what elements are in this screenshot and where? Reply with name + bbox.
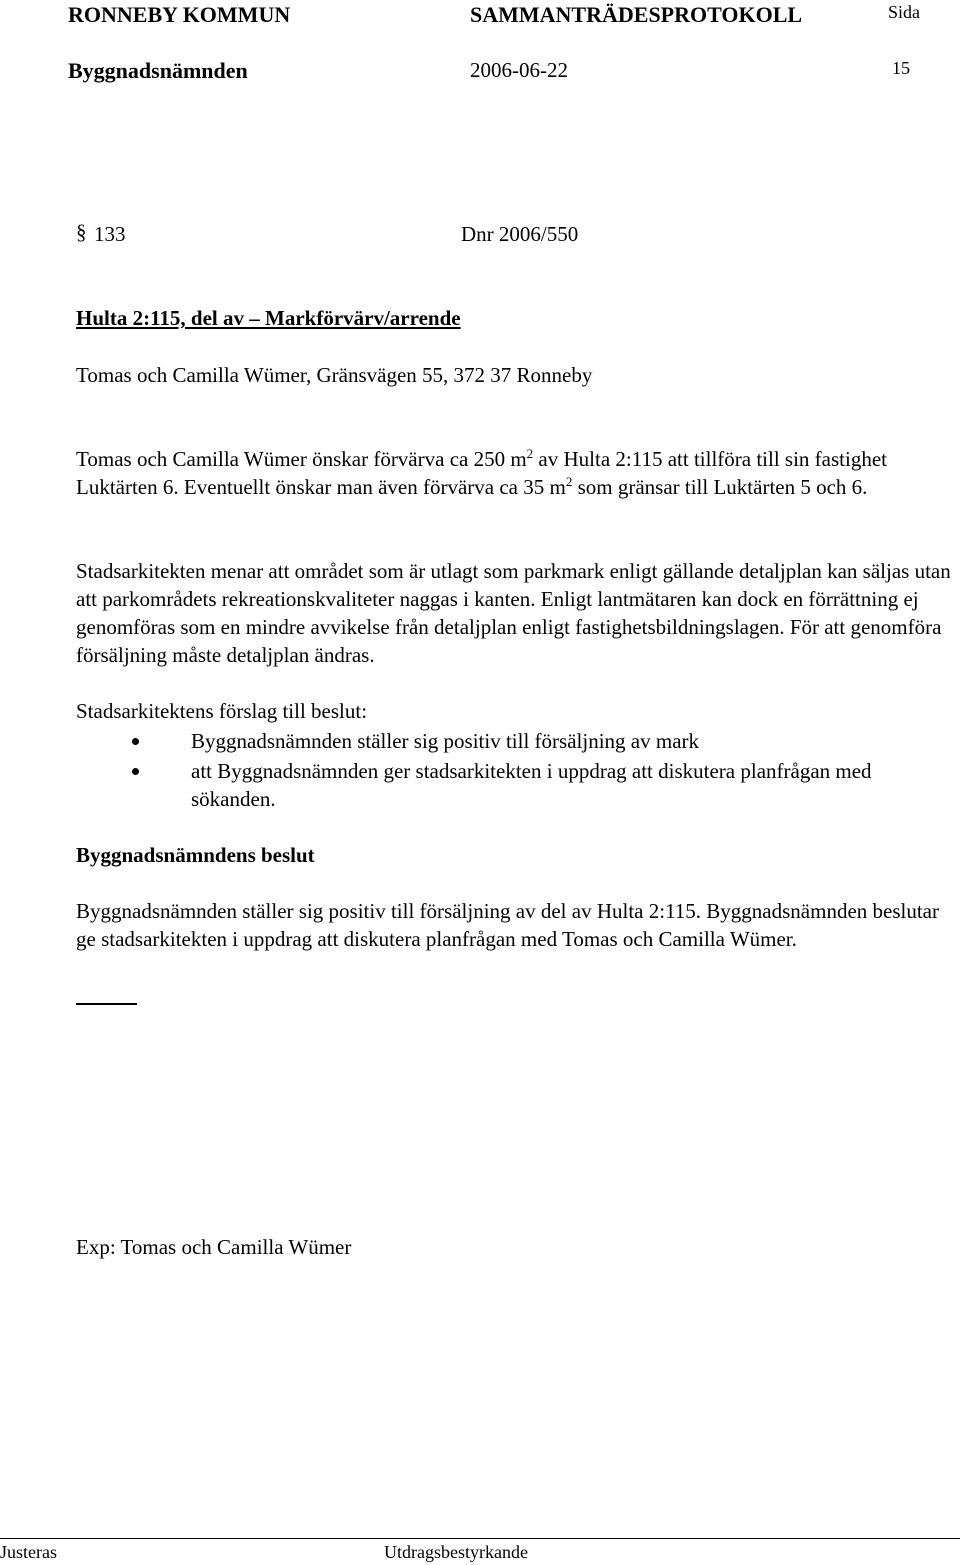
decision-heading: Byggnadsnämndens beslut: [76, 843, 315, 867]
proposal-bullet-text: att Byggnadsnämnden ger stadsarkitekten i uppdrag att diskutera planfrågan med sökanden.: [191, 759, 872, 811]
decision-text: Byggnadsnämnden ställer sig positiv till försäljning av del av Hulta 2:115. Byggnadsnämnden beslutar ge stadsarkitekten i uppdrag att diskutera planfrågan med Tomas och Camilla Wümer.: [76, 899, 939, 951]
end-rule: [76, 1003, 137, 1005]
superscript-area-1: 2: [526, 446, 534, 461]
section-symbol: §: [76, 220, 87, 244]
document-type: SAMMANTRÄDESPROTOKOLL: [470, 2, 803, 27]
paragraph-request-part1: Tomas och Camilla Wümer önskar förvärva ca 250 m: [76, 447, 527, 471]
footer-justeras: Justeras: [0, 1542, 57, 1562]
proposal-bullet: [76, 757, 956, 813]
committee-name: Byggnadsnämnden: [68, 58, 248, 83]
footer-rule: [0, 1538, 960, 1539]
applicant-line: Tomas och Camilla Wümer, Gränsvägen 55, 372 37 Ronneby: [76, 363, 593, 387]
paragraph-request: [76, 445, 956, 501]
proposal-bullet: [76, 727, 956, 755]
expedition-line: Exp: Tomas och Camilla Wümer: [76, 1235, 352, 1259]
paragraph-request-part3: som gränsar till Luktärten 5 och 6.: [572, 475, 868, 499]
meeting-date: 2006-06-22: [470, 58, 568, 82]
case-title: Hulta 2:115, del av – Markförvärv/arrende: [76, 306, 461, 330]
municipality-name: RONNEBY KOMMUN: [68, 2, 291, 27]
section-number: 133: [94, 222, 126, 246]
superscript-area-2: 2: [565, 474, 573, 489]
bullet-icon: [132, 768, 139, 775]
proposal-bullet-text: Byggnadsnämnden ställer sig positiv till försäljning av mark: [191, 729, 700, 753]
footer-utdragsbestyrkande: Utdragsbestyrkande: [384, 1542, 528, 1562]
registration-number: Dnr 2006/550: [461, 222, 579, 246]
paragraph-assessment: Stadsarkitekten menar att området som är utlagt som parkmark enligt gällande detaljplan kan säljas utan att parkområdets rekreationskvaliteter naggas i kanten. Enligt lantmätaren kan dock en förrättning ej genomföras som en mindre avvikelse från detaljplan enligt fastighetsbildningslagen. För att genomföra försäljning måste detaljplan ändras.: [76, 559, 951, 667]
paragraph-request-part2: av Hulta 2:115 att tillföra till sin fastighet Luktärten 6. Eventuellt önskar man även förvärva ca 35 m: [76, 447, 887, 499]
page-label: Sida: [888, 2, 921, 22]
proposal-heading: Stadsarkitektens förslag till beslut:: [76, 699, 368, 723]
bullet-icon: [132, 738, 139, 745]
page-number: 15: [892, 58, 910, 78]
